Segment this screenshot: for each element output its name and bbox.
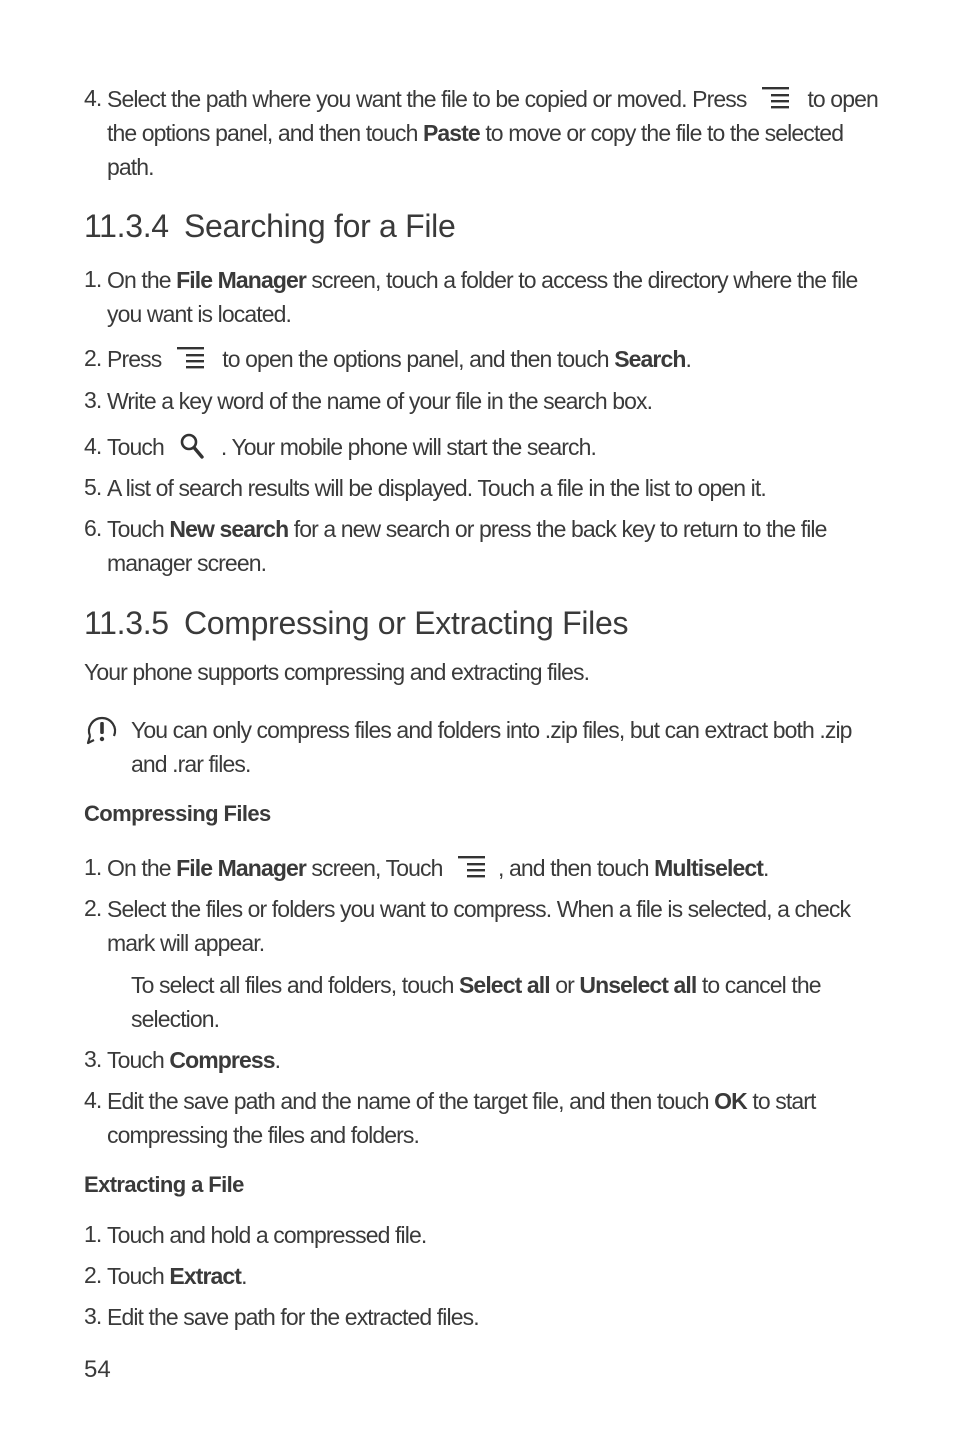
subheading-compressing-files: Compressing Files <box>84 801 271 826</box>
search-icon <box>179 432 205 460</box>
intro-paragraph: Your phone supports compressing and extracting files. <box>84 659 590 685</box>
step-text-line: path. <box>107 154 154 180</box>
menu-icon <box>458 855 488 879</box>
step-number: 4. <box>84 85 102 111</box>
section-heading-compress: 11.3.5 Compressing or Extracting Files <box>84 605 629 641</box>
menu-icon <box>762 86 792 110</box>
note-icon <box>85 714 119 748</box>
section-heading-search: 11.3.4 Searching for a File <box>84 208 456 244</box>
subheading-extracting-file: Extracting a File <box>84 1172 244 1197</box>
page-number: 54 <box>84 1356 111 1383</box>
step-text-line: the options panel, and then touch Paste to move or copy the file to the selected <box>107 120 844 146</box>
menu-icon <box>177 346 207 370</box>
step-text-line: Select the path where you want the file to be copied or moved. Press to open <box>107 86 878 112</box>
